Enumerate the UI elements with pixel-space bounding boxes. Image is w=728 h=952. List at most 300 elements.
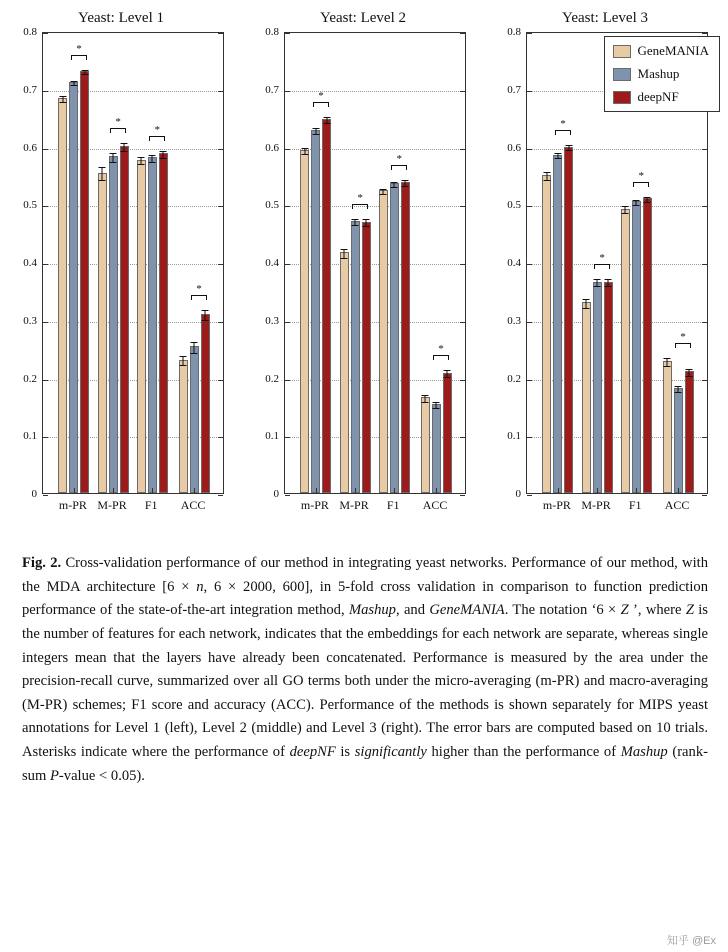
error-bar (124, 143, 125, 151)
significance-asterisk: * (154, 123, 160, 136)
y-tick-mark (460, 322, 465, 323)
x-axis-tick-label: ACC (422, 498, 448, 512)
error-bar-cap (160, 151, 167, 152)
significance-asterisk: * (115, 115, 121, 128)
x-tick-mark (436, 488, 437, 493)
error-bar-cap (99, 180, 106, 181)
y-tick-mark (702, 149, 707, 150)
x-axis-labels (42, 494, 224, 516)
y-axis-tick-label: 0.6 (23, 141, 37, 154)
error-bar-cap (363, 219, 370, 220)
bar-group-F1 (618, 198, 654, 493)
bar-genemania (421, 397, 430, 493)
figure-caption (22, 552, 708, 788)
significance-marker (71, 42, 87, 60)
chart-panel-2 (242, 0, 484, 534)
error-bar (183, 356, 184, 365)
significance-marker (675, 331, 691, 348)
y-tick-mark (527, 206, 532, 207)
error-bar-cap (583, 299, 590, 300)
y-tick-mark (460, 33, 465, 34)
significance-asterisk: * (396, 152, 402, 165)
error-bar-cap (554, 153, 561, 154)
error-bar-cap (565, 145, 572, 146)
bar-genemania (582, 302, 591, 493)
y-tick-mark (527, 149, 532, 150)
legend-swatch-genemania (613, 45, 631, 58)
significance-bracket (555, 117, 571, 135)
error-bar-cap (402, 186, 409, 187)
error-bar-cap (433, 408, 440, 409)
error-bar-cap (81, 70, 88, 71)
bar-genemania (663, 361, 672, 493)
y-axis-tick-label: 0.4 (23, 257, 37, 269)
panel-title: Yeast: Level 1 (78, 10, 164, 26)
y-axis-tick-label: 0.7 (265, 83, 279, 96)
error-bar (425, 395, 426, 402)
significance-marker (313, 89, 329, 107)
error-bar-cap (180, 365, 187, 366)
y-tick-mark (702, 206, 707, 207)
error-bar-cap (312, 134, 319, 135)
legend-item-deepnf (613, 89, 709, 105)
y-axis-tick-label: 0.8 (23, 26, 37, 38)
significance-asterisk: * (76, 42, 82, 55)
error-bar-cap (110, 162, 117, 163)
y-tick-mark (218, 437, 223, 438)
x-tick-mark (678, 488, 679, 493)
significance-asterisk: * (357, 191, 363, 204)
legend-swatch-deepnf (613, 91, 631, 104)
bar-mashup (553, 155, 562, 493)
legend-label: Mashup (637, 66, 680, 81)
y-tick-mark (218, 264, 223, 265)
y-tick-mark (460, 149, 465, 150)
bar-genemania (379, 190, 388, 493)
error-bar-cap (633, 205, 640, 206)
error-bar (102, 167, 103, 181)
error-bar (163, 151, 164, 158)
error-bar-cap (622, 206, 629, 207)
error-bar (586, 299, 587, 308)
error-bar-cap (121, 143, 128, 144)
error-bar-cap (444, 377, 451, 378)
error-bar-cap (352, 219, 359, 220)
y-tick-mark (285, 322, 290, 323)
error-bar-cap (686, 376, 693, 377)
bar-group-m-PR (298, 119, 334, 493)
error-bar-cap (583, 308, 590, 309)
x-tick-mark (113, 488, 114, 493)
significance-bracket (391, 152, 407, 170)
y-tick-mark (43, 322, 48, 323)
error-bar (194, 342, 195, 352)
bar-deepnf (362, 222, 371, 493)
legend-item-mashup (613, 66, 709, 82)
error-bar-cap (202, 320, 209, 321)
y-tick-mark (43, 437, 48, 438)
bar-deepnf (201, 314, 210, 493)
error-bar (625, 206, 626, 213)
bar-group-m-PR (540, 147, 576, 494)
x-axis-tick-label: m-PR (542, 498, 571, 512)
bar-genemania (340, 252, 349, 493)
significance-marker (633, 169, 649, 187)
bar-genemania (98, 173, 107, 494)
error-bar-cap (160, 158, 167, 159)
bar-genemania (137, 160, 146, 493)
x-axis-tick-label: F1 (144, 498, 158, 512)
error-bar-cap (380, 189, 387, 190)
y-tick-mark (285, 149, 290, 150)
bar-group-ACC (418, 373, 454, 493)
x-axis-tick-label: F1 (386, 498, 400, 512)
significance-bracket (149, 123, 165, 141)
x-tick-mark (355, 488, 356, 493)
error-bar (597, 279, 598, 286)
legend-label: GeneMANIA (637, 43, 709, 58)
significance-marker (391, 152, 407, 170)
error-bar (447, 370, 448, 377)
x-axis-tick-label: ACC (664, 498, 690, 512)
y-tick-mark (285, 91, 290, 92)
error-bar-cap (644, 202, 651, 203)
x-tick-mark (558, 488, 559, 493)
error-bar (141, 157, 142, 164)
bar-mashup (674, 388, 683, 493)
significance-asterisk: * (599, 252, 605, 265)
error-bar-cap (70, 85, 77, 86)
bar-deepnf (685, 371, 694, 493)
bar-group-M-PR (95, 146, 131, 493)
bar-group-M-PR (579, 282, 615, 493)
bar-deepnf (643, 198, 652, 493)
error-bar-cap (301, 154, 308, 155)
significance-bracket (675, 331, 691, 348)
bar-group-F1 (376, 182, 412, 493)
y-tick-mark (702, 33, 707, 34)
legend-label: deepNF (637, 89, 679, 104)
y-tick-mark (527, 322, 532, 323)
y-tick-mark (285, 33, 290, 34)
y-axis-tick-label: 0.2 (265, 372, 279, 385)
bar-deepnf (159, 153, 168, 493)
significance-marker (110, 115, 126, 133)
y-axis-tick-label: 0.7 (507, 83, 521, 96)
panel-title: Yeast: Level 2 (320, 10, 406, 26)
significance-bracket (191, 283, 207, 300)
error-bar-cap (363, 226, 370, 227)
figure-label: Fig. 2. (22, 555, 62, 571)
bar-group-ACC (176, 314, 212, 493)
significance-marker (555, 117, 571, 135)
y-axis-tick-label: 0.1 (265, 430, 279, 443)
x-tick-mark (152, 488, 153, 493)
gridline (285, 91, 465, 92)
bar-genemania (58, 98, 67, 493)
significance-asterisk: * (196, 283, 202, 296)
y-tick-mark (460, 91, 465, 92)
bar-group-M-PR (337, 221, 373, 493)
error-bar-cap (444, 370, 451, 371)
error-bar-cap (565, 150, 572, 151)
significance-bracket (313, 89, 329, 107)
plot-frame (284, 32, 466, 494)
significance-asterisk: * (638, 169, 644, 182)
significance-bracket (110, 115, 126, 133)
y-axis-tick-label: 0.3 (265, 314, 279, 327)
bar-mashup (190, 346, 199, 493)
chart-panel-1 (0, 0, 242, 534)
y-axis-tick-label: 0.2 (507, 372, 521, 385)
significance-bracket (352, 191, 368, 209)
error-bar-cap (543, 172, 550, 173)
x-axis-tick-label: m-PR (300, 498, 329, 512)
error-bar (344, 249, 345, 258)
error-bar (608, 279, 609, 286)
bar-group-m-PR (56, 71, 92, 493)
error-bar-cap (341, 258, 348, 259)
y-axis-tick-label: 0.2 (23, 372, 37, 385)
plot-area (265, 26, 466, 512)
y-tick-mark (285, 380, 290, 381)
significance-asterisk: * (438, 343, 444, 356)
error-bar-cap (301, 148, 308, 149)
panel-title: Yeast: Level 3 (562, 10, 648, 26)
bar-deepnf (401, 182, 410, 493)
error-bar (304, 148, 305, 155)
y-tick-mark (527, 91, 532, 92)
y-axis-tick-label: 0.8 (507, 26, 521, 38)
error-bar-cap (149, 155, 156, 156)
bar-mashup (109, 156, 118, 493)
error-bar-cap (110, 153, 117, 154)
x-tick-mark (316, 488, 317, 493)
error-bar-cap (543, 180, 550, 181)
error-bar (689, 369, 690, 376)
error-bar (113, 153, 114, 162)
y-tick-mark (527, 437, 532, 438)
error-bar-cap (323, 123, 330, 124)
chart-panel-3 (484, 0, 726, 534)
error-bar-cap (323, 117, 330, 118)
error-bar-cap (81, 74, 88, 75)
error-bar-cap (633, 200, 640, 201)
error-bar-cap (59, 102, 66, 103)
error-bar (152, 155, 153, 162)
legend-swatch-mashup (613, 68, 631, 81)
bar-genemania (542, 175, 551, 493)
y-axis-tick-label: 0.5 (265, 199, 279, 212)
y-axis-tick-label: 0.5 (507, 199, 521, 212)
y-tick-mark (702, 380, 707, 381)
significance-marker (594, 252, 610, 269)
error-bar-cap (191, 353, 198, 354)
significance-bracket (433, 343, 449, 360)
x-tick-mark (636, 488, 637, 493)
y-tick-mark (702, 322, 707, 323)
x-axis-tick-label: ACC (180, 498, 206, 512)
x-tick-mark (394, 488, 395, 493)
y-axis-tick-label: 0.7 (23, 83, 37, 96)
caption-text: Cross-validation performance of our method in integrating yeast networks. Performance of our method, with the MDA architecture [6 × n, 6 × 2000, 600], in 5-fold cross validation in comparison to function prediction performance of the state-of-the-art integration method, Mashup, and GeneMANIA. The notation ‘6 × Z ’, where Z is the number of features for each network, indicates that the embeddings for each network are separate, whereas single integers mean that the layers have already been concatenated. Performance is measured by the area under the precision-recall curve, summarized over all GO terms both under the micro-averaging (m-PR) and macro-averaging (M-PR) schemes; F1 score and accuracy (ACC). Performance of the methods is shown separately for MIPS yeast annotations for Level 1 (left), Level 2 (middle) and Level 3 (right). The error bars are computed based on 10 trials. Asterisks indicate where the performance of deepNF is significantly higher than the performance of Mashup (rank-sum P-value < 0.05). (22, 555, 708, 784)
significance-asterisk: * (680, 331, 686, 344)
error-bar-cap (644, 197, 651, 198)
bar-group-ACC (660, 361, 696, 493)
significance-bracket (594, 252, 610, 269)
error-bar-cap (312, 128, 319, 129)
y-tick-mark (218, 206, 223, 207)
x-axis-tick-label: m-PR (58, 498, 87, 512)
error-bar (366, 219, 367, 226)
bar-mashup (632, 201, 641, 493)
y-tick-mark (43, 264, 48, 265)
x-axis-labels (284, 494, 466, 516)
y-tick-mark (460, 437, 465, 438)
y-tick-mark (43, 91, 48, 92)
error-bar-cap (99, 167, 106, 168)
bar-deepnf (80, 71, 89, 493)
x-axis-tick-label: M-PR (581, 498, 611, 512)
plot-frame (42, 32, 224, 494)
error-bar-cap (422, 402, 429, 403)
y-tick-mark (43, 206, 48, 207)
y-tick-mark (527, 380, 532, 381)
y-axis-tick-label: 0.6 (507, 141, 521, 154)
y-tick-mark (285, 437, 290, 438)
error-bar-cap (59, 96, 66, 97)
bar-deepnf (564, 147, 573, 494)
y-tick-mark (702, 264, 707, 265)
y-tick-mark (218, 380, 223, 381)
significance-bracket (71, 42, 87, 60)
error-bar (62, 96, 63, 103)
error-bar-cap (594, 279, 601, 280)
bar-mashup (69, 82, 78, 493)
y-axis-tick-label: 0.1 (507, 430, 521, 443)
y-tick-mark (43, 33, 48, 34)
y-tick-mark (218, 91, 223, 92)
x-axis-labels (526, 494, 708, 516)
error-bar-cap (605, 286, 612, 287)
error-bar-cap (191, 342, 198, 343)
y-tick-mark (460, 264, 465, 265)
y-tick-mark (460, 206, 465, 207)
error-bar (205, 310, 206, 319)
bar-mashup (351, 221, 360, 493)
error-bar-cap (121, 151, 128, 152)
significance-marker (352, 191, 368, 209)
error-bar-cap (675, 392, 682, 393)
error-bar-cap (149, 162, 156, 163)
error-bar-cap (675, 386, 682, 387)
y-axis-tick-label: 0.4 (507, 257, 521, 269)
bar-mashup (432, 404, 441, 493)
bar-genemania (179, 360, 188, 493)
significance-bracket (633, 169, 649, 187)
error-bar-cap (402, 180, 409, 181)
error-bar-cap (605, 279, 612, 280)
y-axis-tick-label: 0 (31, 488, 37, 500)
y-axis-tick-label: 0.3 (23, 314, 37, 327)
y-axis-tick-label: 0.4 (265, 257, 279, 269)
error-bar-cap (202, 310, 209, 311)
y-tick-mark (285, 264, 290, 265)
error-bar-cap (433, 402, 440, 403)
error-bar-cap (180, 356, 187, 357)
error-bar-cap (664, 366, 671, 367)
error-bar-cap (70, 81, 77, 82)
error-bar-cap (422, 395, 429, 396)
significance-marker (149, 123, 165, 141)
bar-mashup (593, 282, 602, 493)
x-tick-mark (597, 488, 598, 493)
y-axis-tick-label: 0.8 (265, 26, 279, 38)
error-bar-cap (138, 164, 145, 165)
y-axis-tick-label: 0 (273, 488, 279, 500)
y-tick-mark (702, 437, 707, 438)
bar-mashup (390, 183, 399, 493)
y-tick-mark (218, 33, 223, 34)
y-tick-mark (218, 149, 223, 150)
x-axis-tick-label: M-PR (97, 498, 127, 512)
watermark: 知乎 @Ex (666, 935, 716, 947)
bar-mashup (148, 157, 157, 493)
bar-mashup (311, 130, 320, 493)
error-bar (667, 358, 668, 366)
error-bar-cap (686, 369, 693, 370)
bar-genemania (621, 209, 630, 493)
y-tick-mark (218, 322, 223, 323)
y-axis-tick-label: 0.5 (23, 199, 37, 212)
error-bar (355, 219, 356, 226)
y-axis-tick-label: 0.1 (23, 430, 37, 443)
significance-marker (433, 343, 449, 360)
error-bar-cap (391, 187, 398, 188)
error-bar-cap (594, 286, 601, 287)
significance-asterisk: * (318, 89, 324, 102)
bar-deepnf (604, 282, 613, 493)
error-bar-cap (391, 182, 398, 183)
bar-group-F1 (134, 153, 170, 493)
significance-asterisk: * (560, 117, 566, 130)
bar-deepnf (443, 373, 452, 493)
y-tick-mark (460, 380, 465, 381)
x-tick-mark (74, 488, 75, 493)
y-tick-mark (43, 149, 48, 150)
y-axis-tick-label: 0.6 (265, 141, 279, 154)
error-bar (546, 172, 547, 180)
significance-marker (191, 283, 207, 300)
bar-deepnf (322, 119, 331, 493)
y-tick-mark (527, 33, 532, 34)
x-tick-mark (194, 488, 195, 493)
error-bar-cap (622, 213, 629, 214)
error-bar-cap (138, 157, 145, 158)
error-bar-cap (664, 358, 671, 359)
error-bar-cap (554, 158, 561, 159)
y-axis-tick-label: 0 (515, 488, 521, 500)
x-axis-tick-label: F1 (628, 498, 642, 512)
error-bar-cap (341, 249, 348, 250)
y-tick-mark (285, 206, 290, 207)
y-axis-tick-label: 0.3 (507, 314, 521, 327)
error-bar-cap (352, 225, 359, 226)
chart-legend (604, 36, 720, 112)
bar-deepnf (120, 146, 129, 493)
x-axis-tick-label: M-PR (339, 498, 369, 512)
plot-area (23, 26, 224, 512)
